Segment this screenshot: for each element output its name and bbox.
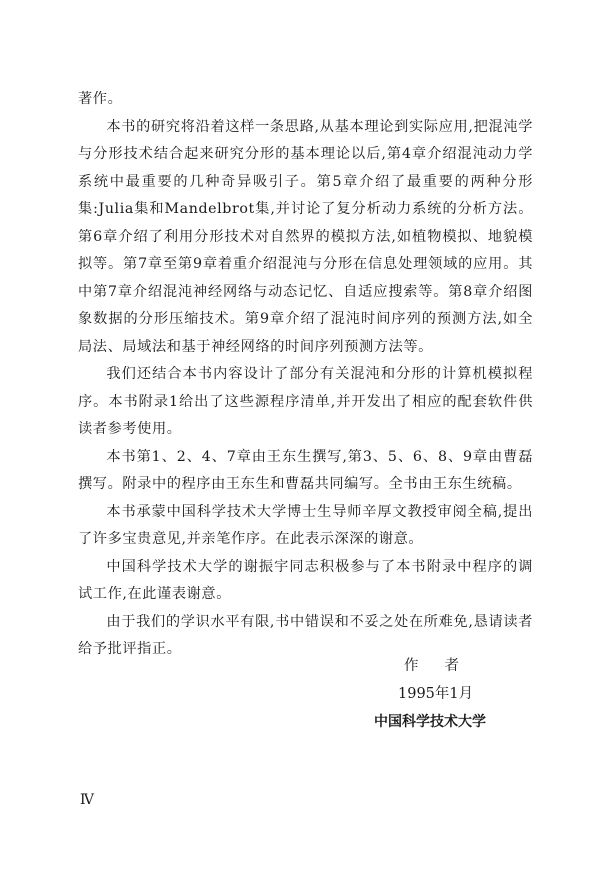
preface-body [78, 86, 533, 664]
signature-date: 1995年1月 [398, 686, 474, 702]
paragraph-acknowledgement-debugging: 中国科学技术大学的谢振宇同志积极参与了本书附录中程序的调试工作,在此谨表谢意。 [78, 558, 533, 602]
page-number: Ⅳ [80, 792, 94, 808]
paragraph-research-outline: 本书的研究将沿着这样一条思路,从基本理论到实际应用,把混沌学与分形技术结合起来研究分形的基本理论以后,第4章介绍混沌动力学系统中最重要的几种奇异吸引子。第5章介绍了最重要的两种分形集:Julia集和Mandelbrot集,并讨论了复分析动力系统的分析方法。第6章介绍了利用分形技术对自然界的模拟方法,如植物模拟、地貌模拟等。第7章至第9章着重介绍混沌与分形在信息处理领域的应用。其中第7章介绍混沌神经网络与动态记忆、自适应搜索等。第8章介绍图象数据的分形压缩技术。第9章介绍了混沌时间序列的预测方法,如全局法、局域法和基于神经网络的时间序列预测方法等。 [78, 118, 533, 355]
paragraph-closing-request: 由于我们的学识水平有限,书中错误和不妥之处在所难免,恳请读者给予批评指正。 [78, 613, 533, 657]
paragraph-acknowledgement-reviewer: 本书承蒙中国科学技术大学博士生导师辛厚文教授审阅全稿,提出了许多宝贵意见,并亲笔作序。在此表示深深的谢意。 [78, 503, 533, 547]
signature-block [330, 652, 550, 736]
signature-organization: 中国科学技术大学 [374, 714, 486, 730]
paragraph-simulation-programs: 我们还结合本书内容设计了部分有关混沌和分形的计算机模拟程序。本书附录1给出了这些源程序清单,并开发出了相应的配套软件供读者参考使用。 [78, 366, 533, 437]
paragraph-continuation: 著作。 [78, 91, 123, 107]
paragraph-authorship: 本书第1、2、4、7章由王东生撰写,第3、5、6、8、9章由曹磊撰写。附录中的程序由王东生和曹磊共同编写。全书由王东生统稿。 [78, 448, 533, 492]
signature-author: 作者 [404, 658, 485, 674]
